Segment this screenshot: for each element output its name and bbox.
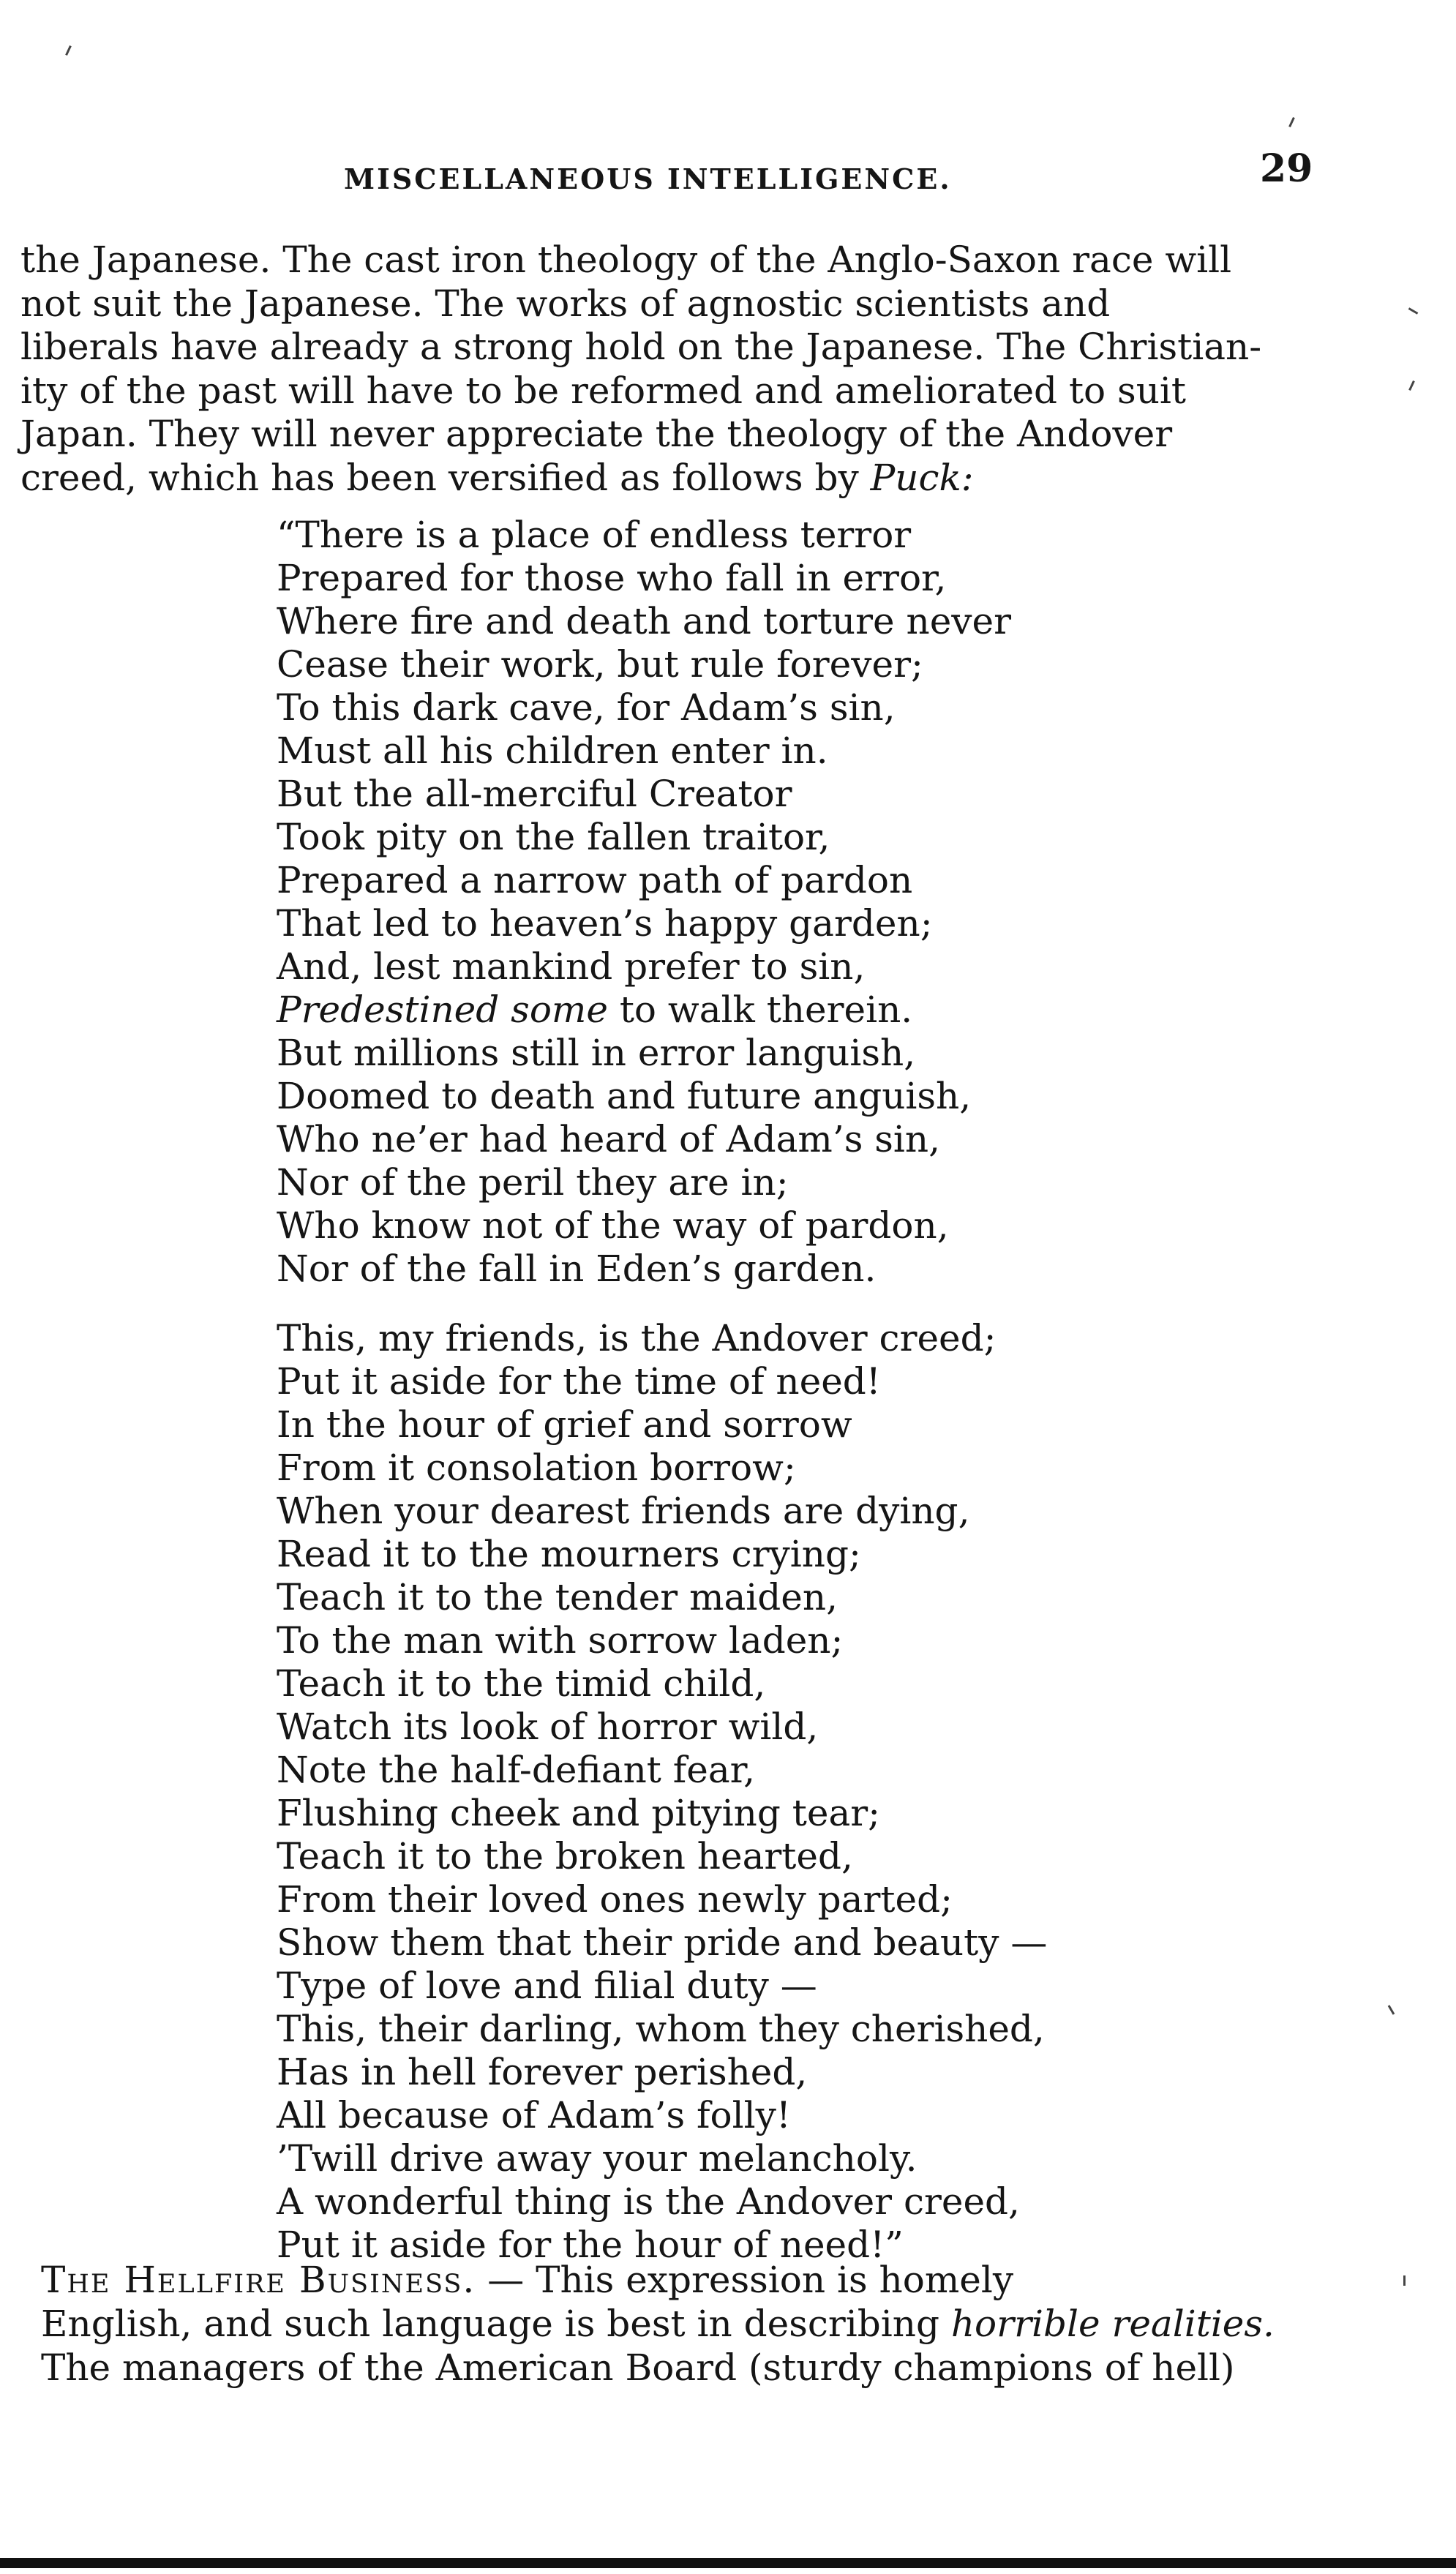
poem-line: Teach it to the timid child,: [277, 1662, 766, 1705]
poem-line: Has in hell forever perished,: [277, 2051, 808, 2093]
poem-line: Flushing cheek and pitying tear;: [277, 1792, 880, 1834]
poem-line: Nor of the peril they are in;: [277, 1161, 789, 1204]
margin-speck: [1403, 2275, 1406, 2286]
section-heading: The Hellfire Business.: [41, 2259, 476, 2301]
prose-line-text: — This expression is homely: [476, 2259, 1014, 2301]
poem-line: [277, 988, 1047, 1032]
prose-line: ity of the past will have to be reformed and ameliorated to suit: [20, 369, 1186, 412]
poem-line: From their loved ones newly parted;: [277, 1878, 953, 1921]
page-bottom-edge: [0, 2558, 1456, 2568]
intro-paragraph: [20, 239, 1352, 500]
poem-line: “There is a place of endless terror: [277, 514, 912, 556]
poem-line: This, my friends, is the Andover creed;: [277, 1317, 997, 1359]
poem-line: Put it aside for the time of need!: [277, 1360, 881, 1403]
prose-line-text: English, and such language is best in describing: [41, 2303, 951, 2345]
italic-phrase: horrible realities.: [950, 2303, 1275, 2345]
poem-line: That led to heaven’s happy garden;: [277, 902, 933, 945]
poem-line: Nor of the fall in Eden’s garden.: [277, 1247, 877, 1290]
poem-line: But millions still in error languish,: [277, 1032, 916, 1074]
poem-line: This, their darling, whom they cherished,: [277, 2008, 1045, 2050]
prose-line: not suit the Japanese. The works of agnostic scientists and: [20, 282, 1111, 325]
poem-line: Watch its look of horror wild,: [277, 1706, 819, 1748]
prose-line: [20, 457, 1352, 500]
prose-line: Japan. They will never appreciate the theology of the Andover: [20, 413, 1173, 455]
poem-line: Type of love and filial duty —: [277, 1965, 817, 2007]
poem-line: To this dark cave, for Adam’s sin,: [277, 686, 896, 729]
poem-line: Note the half-defiant fear,: [277, 1749, 755, 1791]
poem-line: Took pity on the fallen traitor,: [277, 816, 830, 858]
poem-line: Teach it to the broken hearted,: [277, 1835, 853, 1877]
poem-line: Who ne’er had heard of Adam’s sin,: [277, 1118, 941, 1160]
prose-line: [41, 2258, 1351, 2302]
poem-line-text: to walk therein.: [607, 988, 913, 1031]
poem-line: Put it aside for the hour of need!”: [277, 2224, 904, 2266]
poem-line: ’Twill drive away your melancholy.: [277, 2137, 917, 2180]
final-paragraph: [41, 2258, 1351, 2390]
poem-line: Read it to the mourners crying;: [277, 1533, 861, 1575]
poem-line: All because of Adam’s folly!: [277, 2094, 791, 2136]
poem-stanza-2: [277, 1317, 1047, 2267]
poem-line: Show them that their pride and beauty —: [277, 1921, 1048, 1964]
poem-italic-phrase: Predestined some: [277, 988, 608, 1031]
poem-line: Prepared a narrow path of pardon: [277, 859, 913, 901]
prose-line: The managers of the American Board (sturdy champions of hell): [41, 2346, 1235, 2389]
poem-line: To the man with sorrow laden;: [277, 1619, 844, 1662]
poem-line: But the all-merciful Creator: [277, 773, 792, 815]
attribution-puck: Puck:: [870, 456, 974, 499]
poem-line: Teach it to the tender maiden,: [277, 1576, 838, 1618]
prose-line: [41, 2302, 1351, 2346]
margin-speck: [1288, 117, 1295, 127]
margin-speck: [1408, 307, 1419, 315]
poem-line: When your dearest friends are dying,: [277, 1490, 970, 1532]
poem-line: Prepared for those who fall in error,: [277, 557, 947, 599]
margin-speck: [65, 45, 72, 56]
poem-line: A wonderful thing is the Andover creed,: [277, 2180, 1020, 2223]
poem-stanza-1: [277, 514, 1047, 1291]
prose-line-text: creed, which has been versified as follows by: [20, 456, 871, 499]
margin-speck: [1408, 380, 1415, 391]
prose-line: liberals have already a strong hold on the Japanese. The Christian-: [20, 326, 1262, 368]
poem-line: Cease their work, but rule forever;: [277, 643, 923, 686]
poem-line: Doomed to death and future anguish,: [277, 1075, 972, 1117]
poem-line: And, lest mankind prefer to sin,: [277, 945, 866, 988]
stanza-gap: [277, 1291, 1047, 1317]
poem-line: Where fire and death and torture never: [277, 600, 1012, 642]
poem-line: From it consolation borrow;: [277, 1447, 796, 1489]
poem: [277, 514, 1047, 2267]
poem-line: In the hour of grief and sorrow: [277, 1403, 852, 1446]
poem-line: Who know not of the way of pardon,: [277, 1204, 949, 1247]
poem-line: Must all his children enter in.: [277, 729, 828, 772]
page-number: 29: [1260, 146, 1313, 191]
margin-speck: [1388, 2005, 1395, 2015]
running-header: MISCELLANEOUS INTELLIGENCE.: [344, 162, 952, 195]
prose-line: the Japanese. The cast iron theology of the Anglo-Saxon race will: [20, 239, 1232, 281]
